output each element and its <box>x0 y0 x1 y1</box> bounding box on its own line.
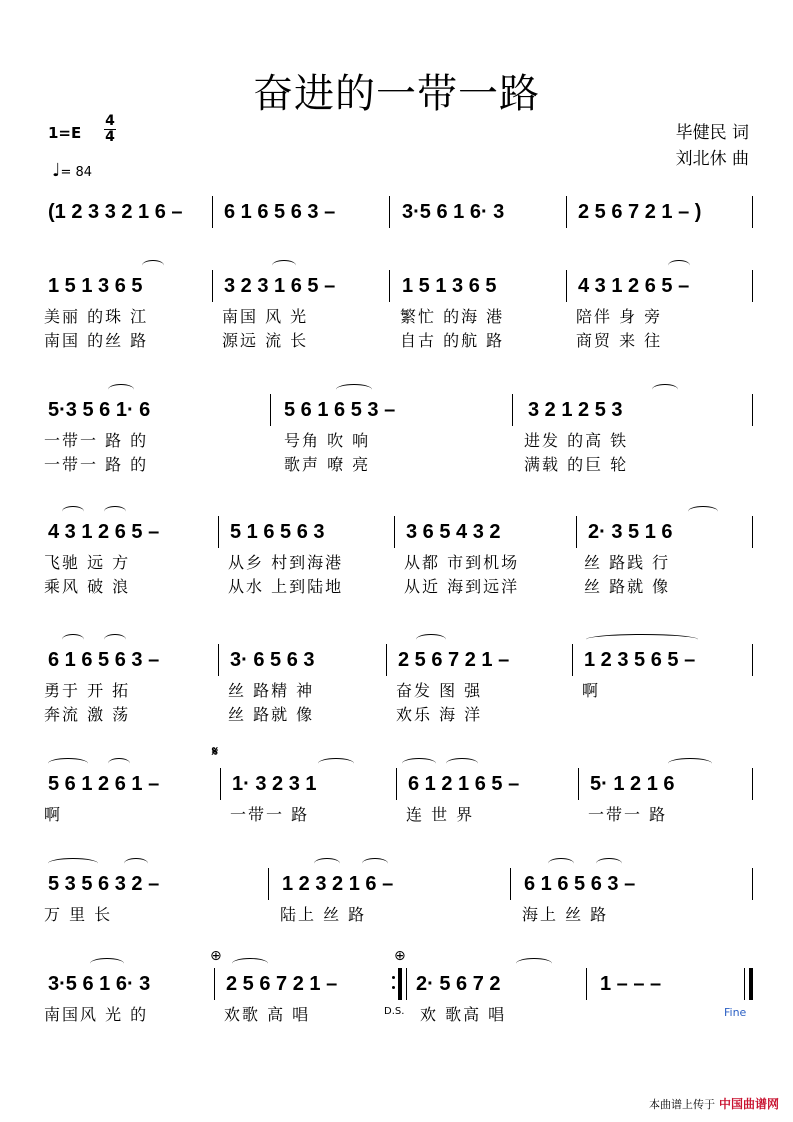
measure: 3·5 6 1 6· 3 <box>402 200 505 223</box>
lyric-line-1: 啊 <box>44 805 63 824</box>
measure: 3 2 1 2 5 3 <box>528 398 623 421</box>
site-logo[interactable]: 中国曲谱网 <box>718 1097 779 1111</box>
lyric-line-1: 奋发 图 强 <box>396 681 483 700</box>
lyric-line-2: 源远 流 长 <box>222 331 309 350</box>
lyric-line-2: 自古 的航 路 <box>400 331 505 350</box>
lyric-line-1: 勇于 开 拓 <box>44 681 131 700</box>
time-signature-bottom: 4 <box>105 129 115 145</box>
measure: 6 1 2 1 6 5 – <box>408 772 520 795</box>
dal-segno-marking: D.S. <box>384 1006 405 1017</box>
lyric-line-2: 丝 路就 像 <box>228 705 315 724</box>
measure: 2 5 6 7 2 1 – ) <box>578 200 702 223</box>
composer-credit: 刘北休 曲 <box>675 149 749 169</box>
measure: 1 5 1 3 6 5 <box>402 274 497 297</box>
lyric-line-1: 万 里 长 <box>44 905 113 924</box>
song-title: 奋进的一带一路 <box>253 71 540 117</box>
measure: 5 6 1 6 5 3 – <box>284 398 396 421</box>
lyric-line-2: 商贸 来 往 <box>576 331 663 350</box>
lyric-line-1: 号角 吹 响 <box>284 431 371 450</box>
lyric-line-1: 丝 路精 神 <box>228 681 315 700</box>
measure: 2· 3 5 1 6 <box>588 520 673 543</box>
lyric-line-1: 欢 歌高 唱 <box>420 1005 507 1024</box>
lyric-line-2: 丝 路就 像 <box>584 577 671 596</box>
coda-sign: ⊕ <box>394 948 406 964</box>
lyric-line-2: 南国 的丝 路 <box>44 331 149 350</box>
lyric-line-2: 从近 海到远洋 <box>404 577 520 596</box>
lyric-line-2: 满载 的巨 轮 <box>524 455 629 474</box>
system-6 <box>44 744 756 826</box>
system-4 <box>44 518 756 598</box>
tempo-value: = 84 <box>60 165 93 180</box>
measure: 4 3 1 2 6 5 – <box>48 520 160 543</box>
measure: 4 3 1 2 6 5 – <box>578 274 690 297</box>
coda-sign: ⊕ <box>210 948 222 964</box>
tempo-marking <box>52 160 92 181</box>
lyric-line-1: 啊 <box>582 681 601 700</box>
lyric-line-1: 海上 丝 路 <box>522 905 609 924</box>
measure: 1 5 1 3 6 5 <box>48 274 143 297</box>
measure: 6 1 6 5 6 3 – <box>524 872 636 895</box>
system-8 <box>44 948 756 1026</box>
system-2 <box>44 272 756 352</box>
lyric-line-1: 繁忙 的海 港 <box>400 307 505 326</box>
measure: 5 1 6 5 6 3 <box>230 520 325 543</box>
system-1 <box>44 198 756 226</box>
lyric-line-1: 南国风 光 的 <box>44 1005 149 1024</box>
lyric-line-1: 飞驰 远 方 <box>44 553 131 572</box>
lyric-line-1: 南国 风 光 <box>222 307 309 326</box>
system-7 <box>44 870 756 926</box>
lyric-line-2: 歌声 嘹 亮 <box>284 455 371 474</box>
time-signature-top: 4 <box>105 113 115 129</box>
measure: 5 3 5 6 3 2 – <box>48 872 160 895</box>
measure: 3· 6 5 6 3 <box>230 648 315 671</box>
lyric-line-1: 一带一 路 <box>230 805 310 824</box>
lyric-line-1: 欢歌 高 唱 <box>224 1005 311 1024</box>
measure: 2· 5 6 7 2 <box>416 972 501 995</box>
quarter-note-icon: ♩ <box>52 160 61 181</box>
lyric-line-1: 连 世 界 <box>406 805 475 824</box>
fine-marking: Fine <box>724 1006 747 1019</box>
measure: 2 5 6 7 2 1 – <box>398 648 510 671</box>
lyric-line-1: 一带一 路 <box>588 805 668 824</box>
footer-text: 本曲谱上传于 <box>648 1097 715 1111</box>
measure: 5· 1 2 1 6 <box>590 772 675 795</box>
lyric-line-1: 进发 的高 铁 <box>524 431 629 450</box>
lyric-line-2: 一带一 路 的 <box>44 455 149 474</box>
key-signature: 1=E <box>48 124 82 142</box>
system-3 <box>44 396 756 476</box>
lyric-line-1: 从都 市到机场 <box>404 553 520 572</box>
measure: 5 6 1 2 6 1 – <box>48 772 160 795</box>
lyric-line-1: 陪伴 身 旁 <box>576 307 663 326</box>
measure: 6 1 6 5 6 3 – <box>48 648 160 671</box>
time-signature <box>104 114 116 145</box>
measure: 1 2 3 2 1 6 – <box>282 872 394 895</box>
system-5 <box>44 646 756 726</box>
lyric-line-1: 从乡 村到海港 <box>228 553 344 572</box>
segno-sign: 𝄋 <box>212 744 219 760</box>
measure: 1 2 3 5 6 5 – <box>584 648 696 671</box>
measure: 1 – – – <box>600 972 662 995</box>
lyric-line-1: 陆上 丝 路 <box>280 905 367 924</box>
measure: 5·3 5 6 1· 6 <box>48 398 151 421</box>
lyric-line-1: 一带一 路 的 <box>44 431 149 450</box>
measure: (1 2 3 3 2 1 6 – <box>48 200 183 223</box>
measure: 3 6 5 4 3 2 <box>406 520 501 543</box>
measure: 6 1 6 5 6 3 – <box>224 200 336 223</box>
measure: 3·5 6 1 6· 3 <box>48 972 151 995</box>
lyric-line-1: 丝 路践 行 <box>584 553 671 572</box>
lyricist-credit: 毕健民 词 <box>675 123 749 143</box>
lyric-line-2: 奔流 激 荡 <box>44 705 131 724</box>
measure: 1· 3 2 3 1 <box>232 772 317 795</box>
lyric-line-2: 欢乐 海 洋 <box>396 705 483 724</box>
lyric-line-2: 从水 上到陆地 <box>228 577 344 596</box>
lyric-line-2: 乘风 破 浪 <box>44 577 131 596</box>
lyric-line-1: 美丽 的珠 江 <box>44 307 149 326</box>
measure: 2 5 6 7 2 1 – <box>226 972 338 995</box>
measure: 3 2 3 1 6 5 – <box>224 274 336 297</box>
upload-footer <box>649 1095 779 1112</box>
